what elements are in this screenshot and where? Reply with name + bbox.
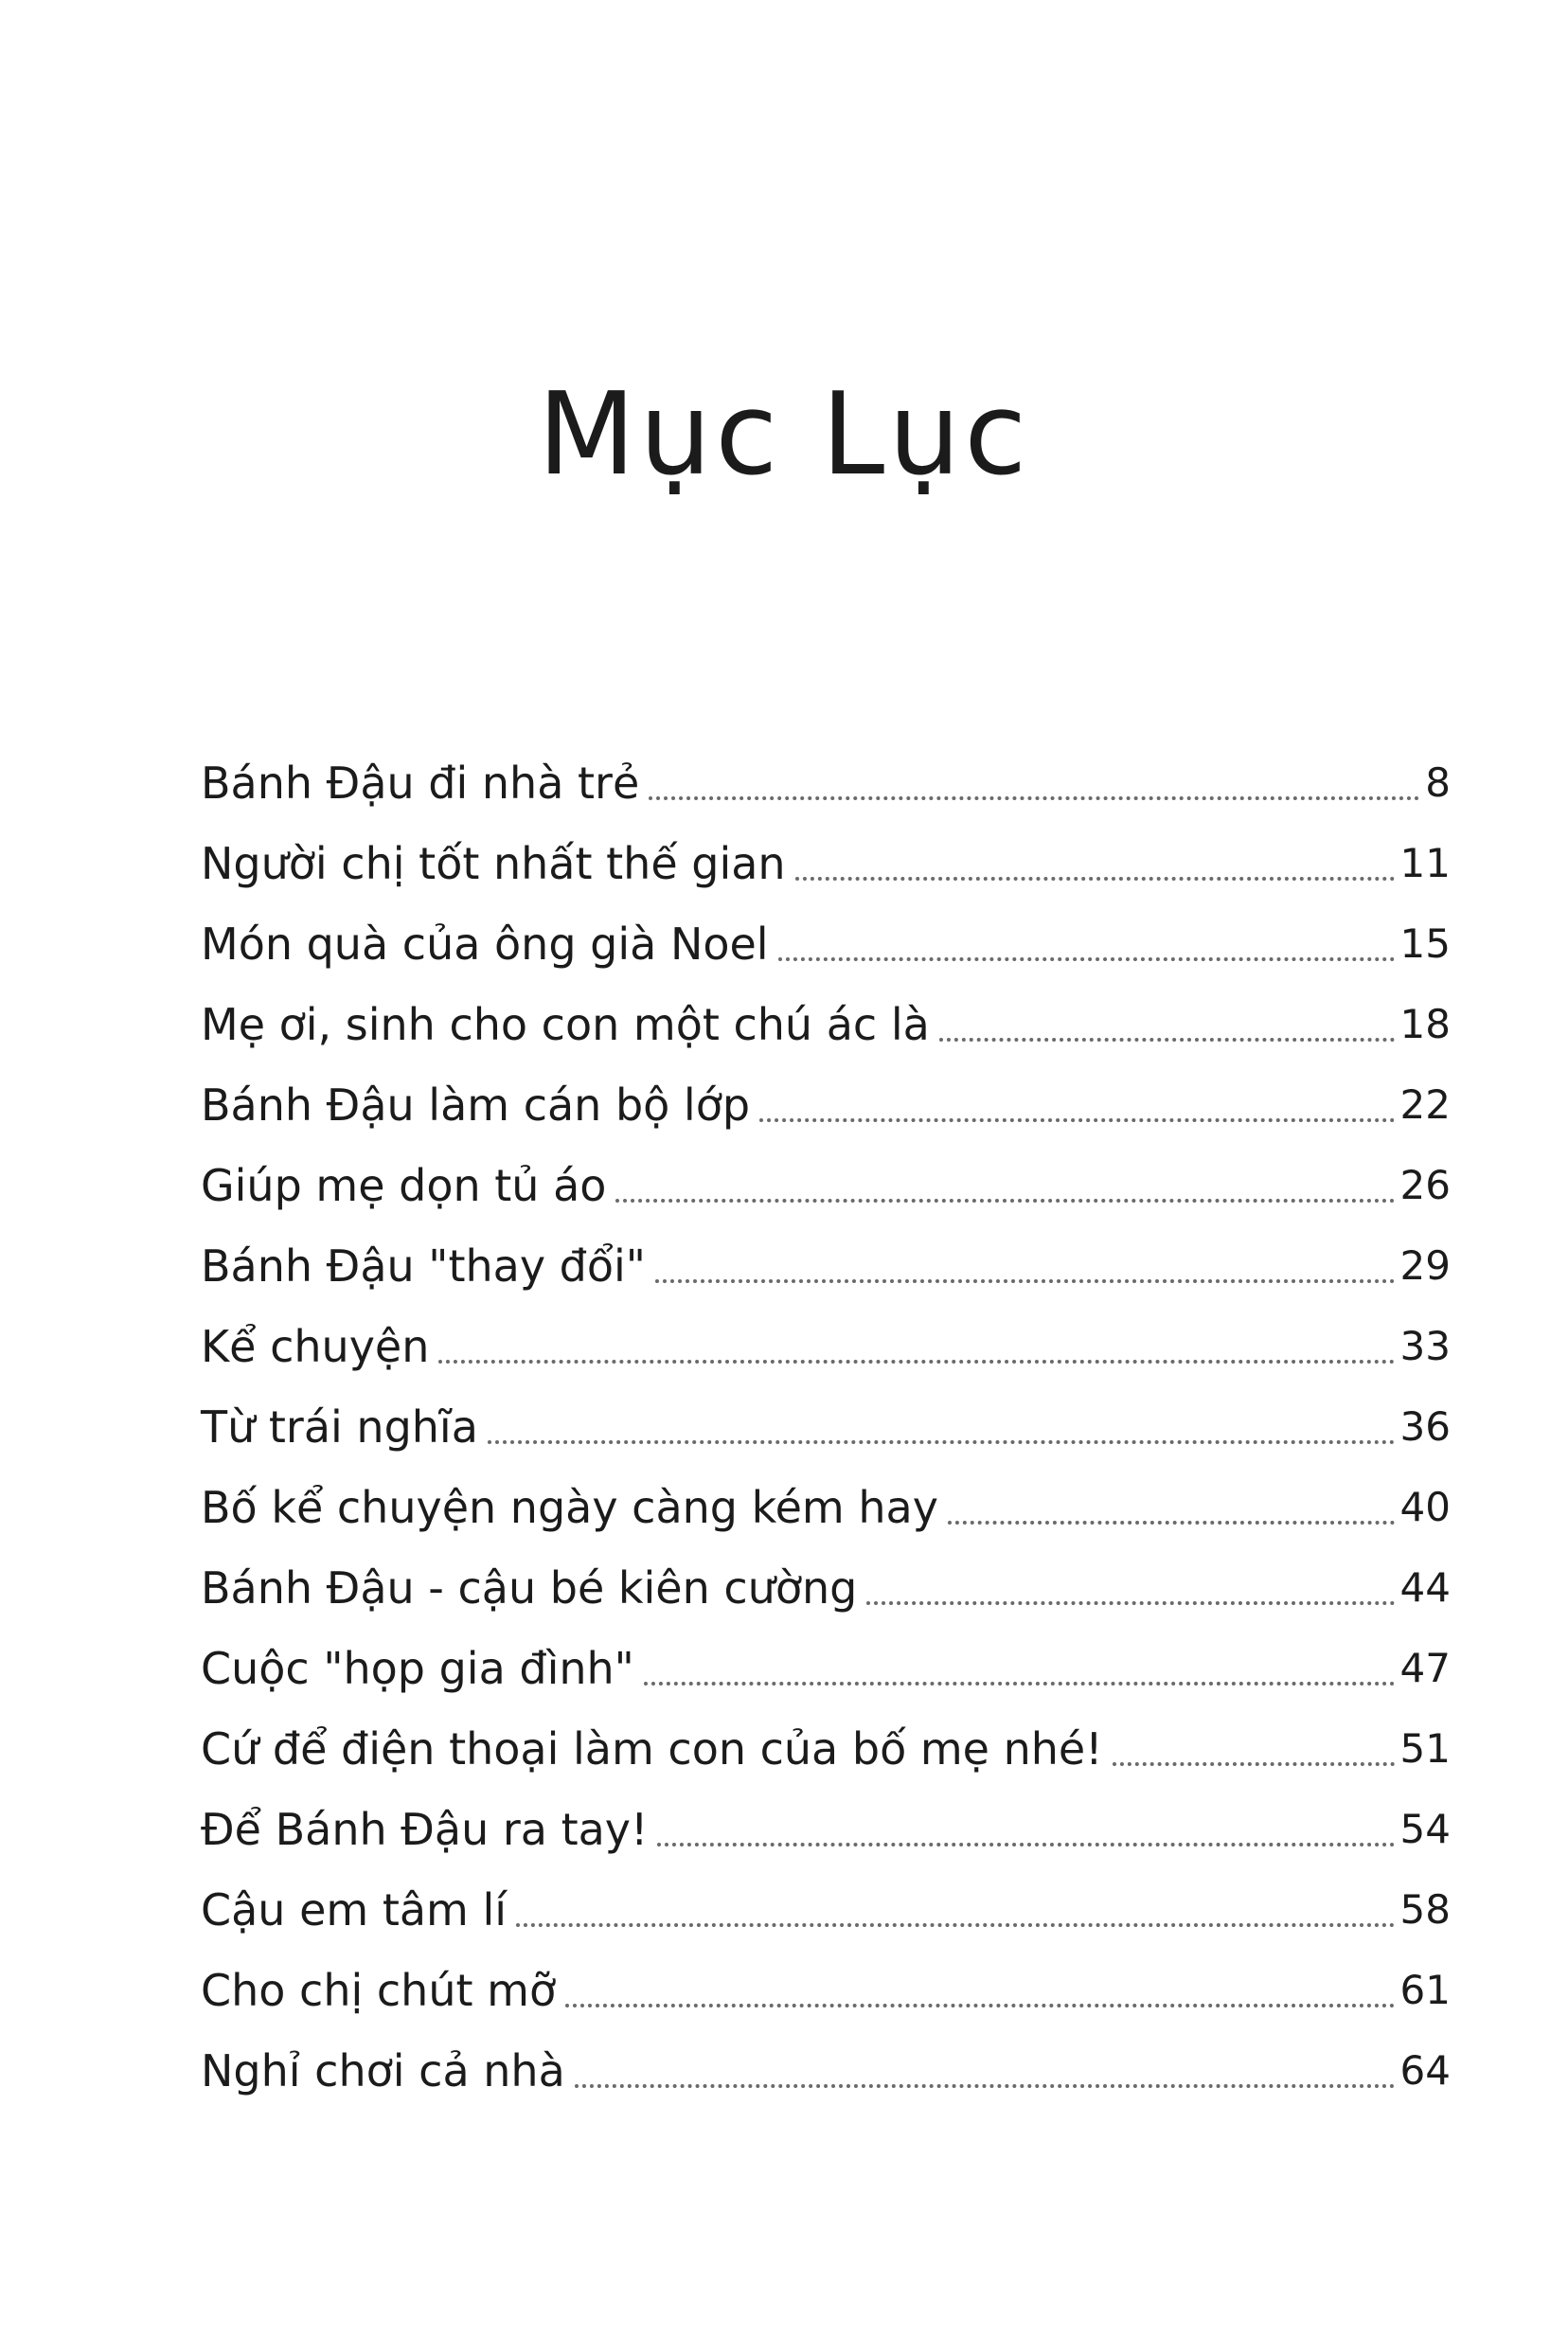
toc-entry-page-number: 44 bbox=[1399, 1564, 1451, 1611]
dot-leader bbox=[939, 1038, 1395, 1042]
toc-entry bbox=[201, 731, 1451, 812]
dot-leader bbox=[866, 1601, 1394, 1605]
toc-entry bbox=[201, 1697, 1451, 1777]
toc-entry-title: Giúp mẹ dọn tủ áo bbox=[201, 1160, 607, 1211]
dot-leader bbox=[516, 1923, 1395, 1927]
toc-entry-page-number: 40 bbox=[1399, 1484, 1451, 1530]
toc-entry-title: Cho chị chút mỡ bbox=[201, 1965, 557, 2016]
toc-entry-page-number: 61 bbox=[1399, 1967, 1451, 2013]
toc-entry-title: Từ trái nghĩa bbox=[201, 1401, 478, 1453]
toc-entry-title: Mẹ ơi, sinh cho con một chú ác là bbox=[201, 999, 930, 1050]
toc-entry-page-number: 26 bbox=[1399, 1162, 1451, 1208]
toc-entry bbox=[201, 972, 1451, 1053]
toc-entry bbox=[201, 1777, 1451, 1858]
dot-leader bbox=[649, 796, 1419, 800]
toc-entry bbox=[201, 812, 1451, 892]
dot-leader bbox=[644, 1682, 1395, 1686]
toc-entry-page-number: 15 bbox=[1399, 920, 1451, 967]
dot-leader bbox=[615, 1199, 1394, 1203]
toc-entry-page-number: 22 bbox=[1399, 1081, 1451, 1128]
toc-entry-title: Bánh Đậu "thay đổi" bbox=[201, 1240, 646, 1292]
toc-entry-page-number: 8 bbox=[1425, 759, 1451, 806]
dot-leader bbox=[948, 1521, 1395, 1525]
toc-entry-title: Bố kể chuyện ngày càng kém hay bbox=[201, 1482, 938, 1533]
toc-entry-title: Cậu em tâm lí bbox=[201, 1884, 508, 1936]
toc-entry bbox=[201, 1536, 1451, 1616]
toc-entry-page-number: 11 bbox=[1399, 840, 1451, 886]
toc-entry-title: Bánh Đậu làm cán bộ lớp bbox=[201, 1079, 751, 1131]
toc-entry-title: Người chị tốt nhất thế gian bbox=[201, 838, 786, 889]
dot-leader bbox=[778, 957, 1395, 961]
dot-leader bbox=[1113, 1762, 1395, 1766]
toc-entry-title: Bánh Đậu đi nhà trẻ bbox=[201, 758, 640, 809]
dot-leader bbox=[488, 1440, 1395, 1444]
dot-leader bbox=[657, 1843, 1394, 1846]
toc-entry-page-number: 18 bbox=[1399, 1001, 1451, 1047]
toc-entry-title: Món quà của ông già Noel bbox=[201, 919, 769, 970]
toc-entry bbox=[201, 1616, 1451, 1697]
toc-entry-title: Cứ để điện thoại làm con của bố mẹ nhé! bbox=[201, 1723, 1103, 1775]
toc-entry bbox=[201, 1133, 1451, 1214]
toc-entry-title: Kể chuyện bbox=[201, 1321, 430, 1372]
toc-entry bbox=[201, 1938, 1451, 2019]
toc-entry bbox=[201, 1294, 1451, 1375]
toc-entry-title: Nghỉ chơi cả nhà bbox=[201, 2045, 565, 2096]
toc-entry-title: Bánh Đậu - cậu bé kiên cường bbox=[201, 1562, 858, 1614]
toc-entry bbox=[201, 1455, 1451, 1536]
toc-entry bbox=[201, 892, 1451, 972]
toc-entry-page-number: 29 bbox=[1399, 1242, 1451, 1289]
dot-leader bbox=[655, 1279, 1395, 1283]
dot-leader bbox=[575, 2084, 1395, 2088]
table-of-contents bbox=[201, 731, 1451, 2099]
toc-entry bbox=[201, 1053, 1451, 1133]
dot-leader bbox=[438, 1360, 1394, 1364]
toc-entry-page-number: 47 bbox=[1399, 1645, 1451, 1691]
toc-entry-page-number: 58 bbox=[1399, 1886, 1451, 1933]
toc-entry-page-number: 33 bbox=[1399, 1323, 1451, 1369]
toc-entry-page-number: 64 bbox=[1399, 2047, 1451, 2094]
toc-entry-page-number: 54 bbox=[1399, 1806, 1451, 1852]
dot-leader bbox=[759, 1118, 1395, 1122]
dot-leader bbox=[795, 877, 1395, 881]
toc-entry bbox=[201, 1214, 1451, 1294]
toc-entry bbox=[201, 1858, 1451, 1938]
toc-entry-title: Cuộc "họp gia đình" bbox=[201, 1643, 634, 1694]
toc-entry bbox=[201, 2019, 1451, 2099]
toc-entry-title: Để Bánh Đậu ra tay! bbox=[201, 1804, 649, 1855]
toc-entry-page-number: 51 bbox=[1399, 1725, 1451, 1772]
page-title: Mục Lục bbox=[537, 369, 1031, 501]
dot-leader bbox=[565, 2004, 1394, 2007]
toc-entry bbox=[201, 1375, 1451, 1455]
toc-entry-page-number: 36 bbox=[1399, 1403, 1451, 1450]
